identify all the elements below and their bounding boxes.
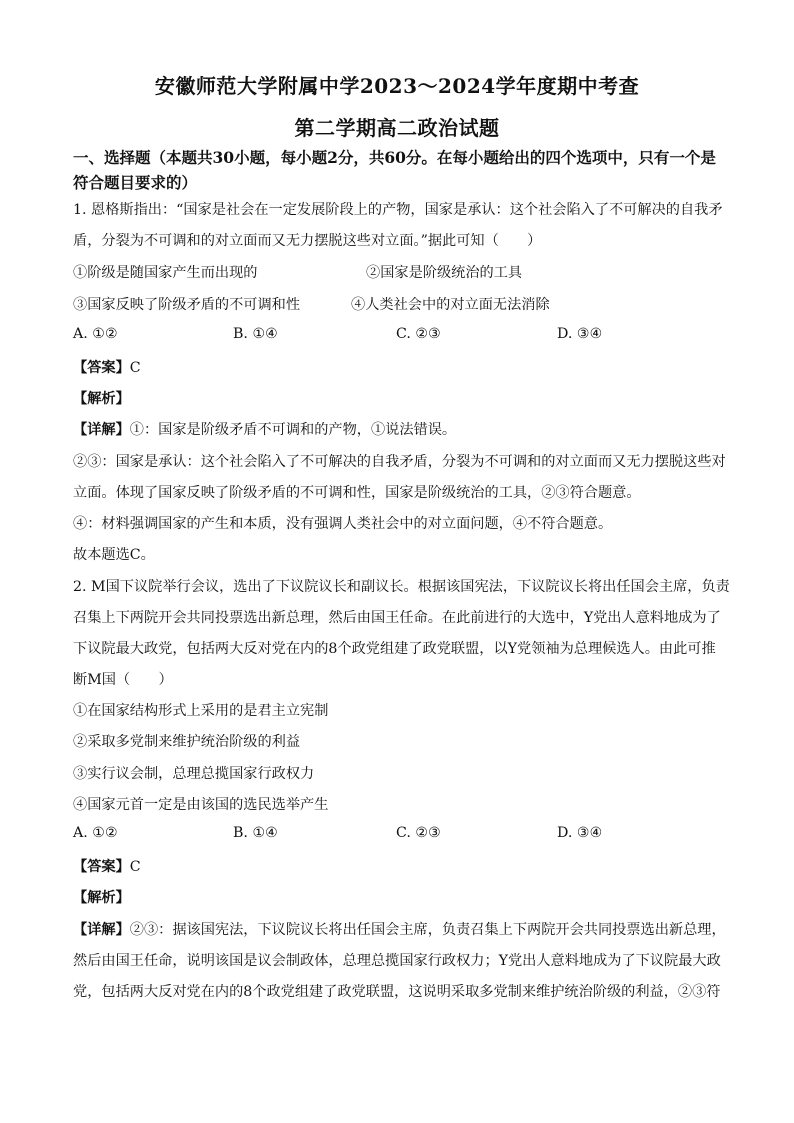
section-heading: 一、选择题（本题共30小题，每小题2分，共60分。在每小题给出的四个选项中，只有一个是符合题目要求的） bbox=[73, 148, 716, 192]
q1-statement-2: ②国家是阶级统治的工具 bbox=[366, 265, 523, 281]
q2-answer-tag: 【答案】 bbox=[73, 859, 130, 875]
q2-statement-1: ①在国家结构形式上采用的是君主立宪制 bbox=[73, 703, 329, 719]
q1-answer-value: C bbox=[129, 360, 141, 376]
q1-statement-4: ④人类社会中的对立面无法消除 bbox=[351, 297, 550, 313]
q1-detail-line-4: ④：材料强调国家的产生和本质，没有强调人类社会中的对立面问题，④不符合题意。 bbox=[73, 516, 613, 532]
q2-option-c: C. ②③ bbox=[396, 825, 441, 841]
q1-option-a: A. ①② bbox=[73, 326, 118, 342]
q1-detail-line-3: 立面。体现了国家反映了阶级矛盾的不可调和性，国家是阶级统治的工具，②③符合题意。 bbox=[73, 485, 641, 501]
q1-option-c: C. ②③ bbox=[396, 326, 441, 342]
q1-option-b: B. ①④ bbox=[233, 326, 278, 342]
q2-option-a: A. ①② bbox=[73, 825, 118, 841]
q2-detail-text-1: ②③：据该国宪法，下议院议长将出任国会主席，负责召集上下两院开会共同投票选出新总理， bbox=[129, 922, 726, 938]
q2-answer-value: C bbox=[129, 859, 141, 875]
q1-detail-text-1: ①：国家是阶级矛盾不可调和的产物，①说法错误。 bbox=[129, 422, 457, 438]
q1-statement-3: ③国家反映了阶级矛盾的不可调和性 bbox=[73, 297, 301, 313]
q2-analysis-tag: 【解析】 bbox=[73, 890, 130, 906]
q2-stem-line-3: 下议院最大政党，包括两大反对党在内的8个政党组建了政党联盟，以Y党领袖为总理候选人。由此可推 bbox=[73, 641, 716, 657]
q1-answer-tag: 【答案】 bbox=[73, 360, 130, 376]
q2-option-d: D. ③④ bbox=[557, 825, 603, 841]
exam-subtitle: 第二学期高二政治试题 bbox=[294, 116, 500, 140]
q2-stem-line-4: 断M国（ ） bbox=[73, 672, 173, 688]
q2-stem-line-2: 召集上下两院开会共同投票选出新总理，然后由国王任命。在此前进行的大选中，Y党出人意料地成为了 bbox=[73, 610, 721, 626]
q2-detail-line-1 bbox=[73, 919, 726, 939]
q2-detail-line-3: 党，包括两大反对党在内的8个政党组建了政党联盟，这说明采取多党制来维护统治阶级的利益，②③符 bbox=[73, 984, 721, 1000]
q1-analysis-tag: 【解析】 bbox=[73, 391, 130, 407]
q1-detail-line-2: ②③：国家是承认：这个社会陷入了不可解决的自我矛盾，分裂为不可调和的对立面而又无力摆脱这些对 bbox=[73, 454, 726, 470]
q1-statement-1: ①阶级是随国家产生而出现的 bbox=[73, 265, 258, 281]
q2-statement-4: ④国家元首一定是由该国的选民选举产生 bbox=[73, 797, 329, 813]
q2-stem-line-1: 2. M国下议院举行会议，选出了下议院议长和副议长。根据该国宪法，下议院议长将出任国会主席，负责 bbox=[73, 579, 730, 595]
q2-option-b: B. ①④ bbox=[233, 825, 278, 841]
q1-conclusion: 故本题选C。 bbox=[73, 547, 155, 563]
q2-answer bbox=[73, 856, 141, 876]
q1-stem-line-2: 盾，分裂为不可调和的对立面而又无力摆脱这些对立面。”据此可知（ ） bbox=[73, 233, 542, 249]
q2-detail-line-2: 然后由国王任命，说明该国是议会制政体，总理总揽国家行政权力；Y党出人意料地成为了下议院最大政 bbox=[73, 953, 721, 969]
q2-statement-3: ③实行议会制，总理总揽国家行政权力 bbox=[73, 766, 315, 782]
exam-title: 安徽师范大学附属中学2023～2024学年度期中考查 bbox=[154, 74, 640, 98]
q1-detail-line-1 bbox=[73, 419, 456, 439]
q1-option-d: D. ③④ bbox=[557, 326, 603, 342]
q1-detail-tag: 【详解】 bbox=[73, 422, 130, 438]
q2-statement-2: ②采取多党制来维护统治阶级的利益 bbox=[73, 734, 301, 750]
q1-answer bbox=[73, 357, 141, 377]
q1-stem-line-1: 1. 恩格斯指出：“国家是社会在一定发展阶段上的产物，国家是承认：这个社会陷入了不可解决的自我矛 bbox=[73, 202, 723, 218]
q2-detail-tag: 【详解】 bbox=[73, 922, 130, 938]
